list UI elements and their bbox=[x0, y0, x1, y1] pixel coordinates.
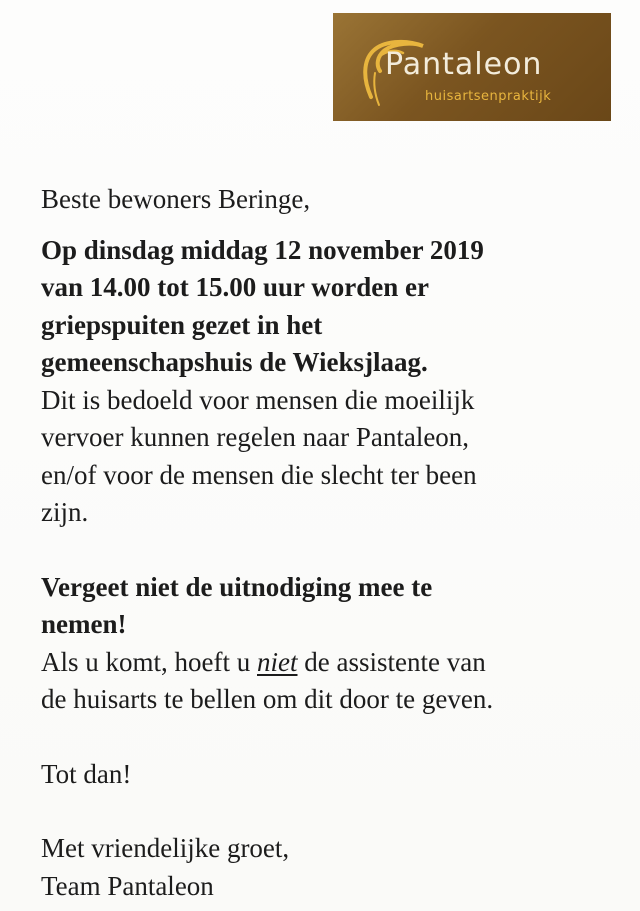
purpose-line: vervoer kunnen regelen naar Pantaleon, bbox=[41, 422, 470, 452]
greeting: Beste bewoners Beringe, bbox=[41, 184, 311, 214]
signature: Team Pantaleon bbox=[41, 870, 214, 901]
note-text-after: de assistente van bbox=[297, 646, 486, 677]
spacer bbox=[41, 532, 601, 569]
reminder bbox=[41, 569, 601, 644]
note-text-before: Als u komt, hoeft u bbox=[41, 646, 257, 677]
announcement-line: griepspuiten gezet in het bbox=[41, 309, 323, 340]
announcement-line: van 14.00 tot 15.00 uur worden er bbox=[41, 272, 429, 302]
announcement-line: Op dinsdag middag 12 november 2019 bbox=[41, 234, 484, 265]
announcement-line: gemeenschapshuis de Wieksjlaag. bbox=[41, 347, 428, 377]
purpose-line: Dit is bedoeld voor mensen die moeilijk bbox=[41, 384, 475, 415]
purpose-line: en/of voor de mensen die slecht ter been bbox=[41, 459, 477, 490]
note-line-2: de huisarts te bellen om dit door te geven. bbox=[41, 684, 494, 714]
announcement bbox=[41, 232, 601, 382]
logo-subtitle: huisartsenpraktijk bbox=[425, 89, 552, 104]
closing: Tot dan! bbox=[41, 758, 132, 789]
spacer bbox=[41, 719, 601, 756]
purpose bbox=[41, 382, 601, 532]
pantaleon-logo bbox=[333, 13, 611, 121]
logo-name: Pantaleon bbox=[385, 47, 543, 82]
purpose-line: zijn. bbox=[41, 497, 89, 527]
letter-body bbox=[41, 181, 601, 905]
spacer bbox=[41, 793, 601, 830]
reminder-line: nemen! bbox=[41, 609, 127, 639]
note bbox=[41, 644, 601, 719]
signoff: Met vriendelijke groet, bbox=[41, 833, 290, 863]
emphasis-niet: niet bbox=[257, 646, 298, 677]
reminder-line: Vergeet niet de uitnodiging mee te bbox=[41, 571, 433, 602]
note-line-1 bbox=[41, 644, 601, 682]
